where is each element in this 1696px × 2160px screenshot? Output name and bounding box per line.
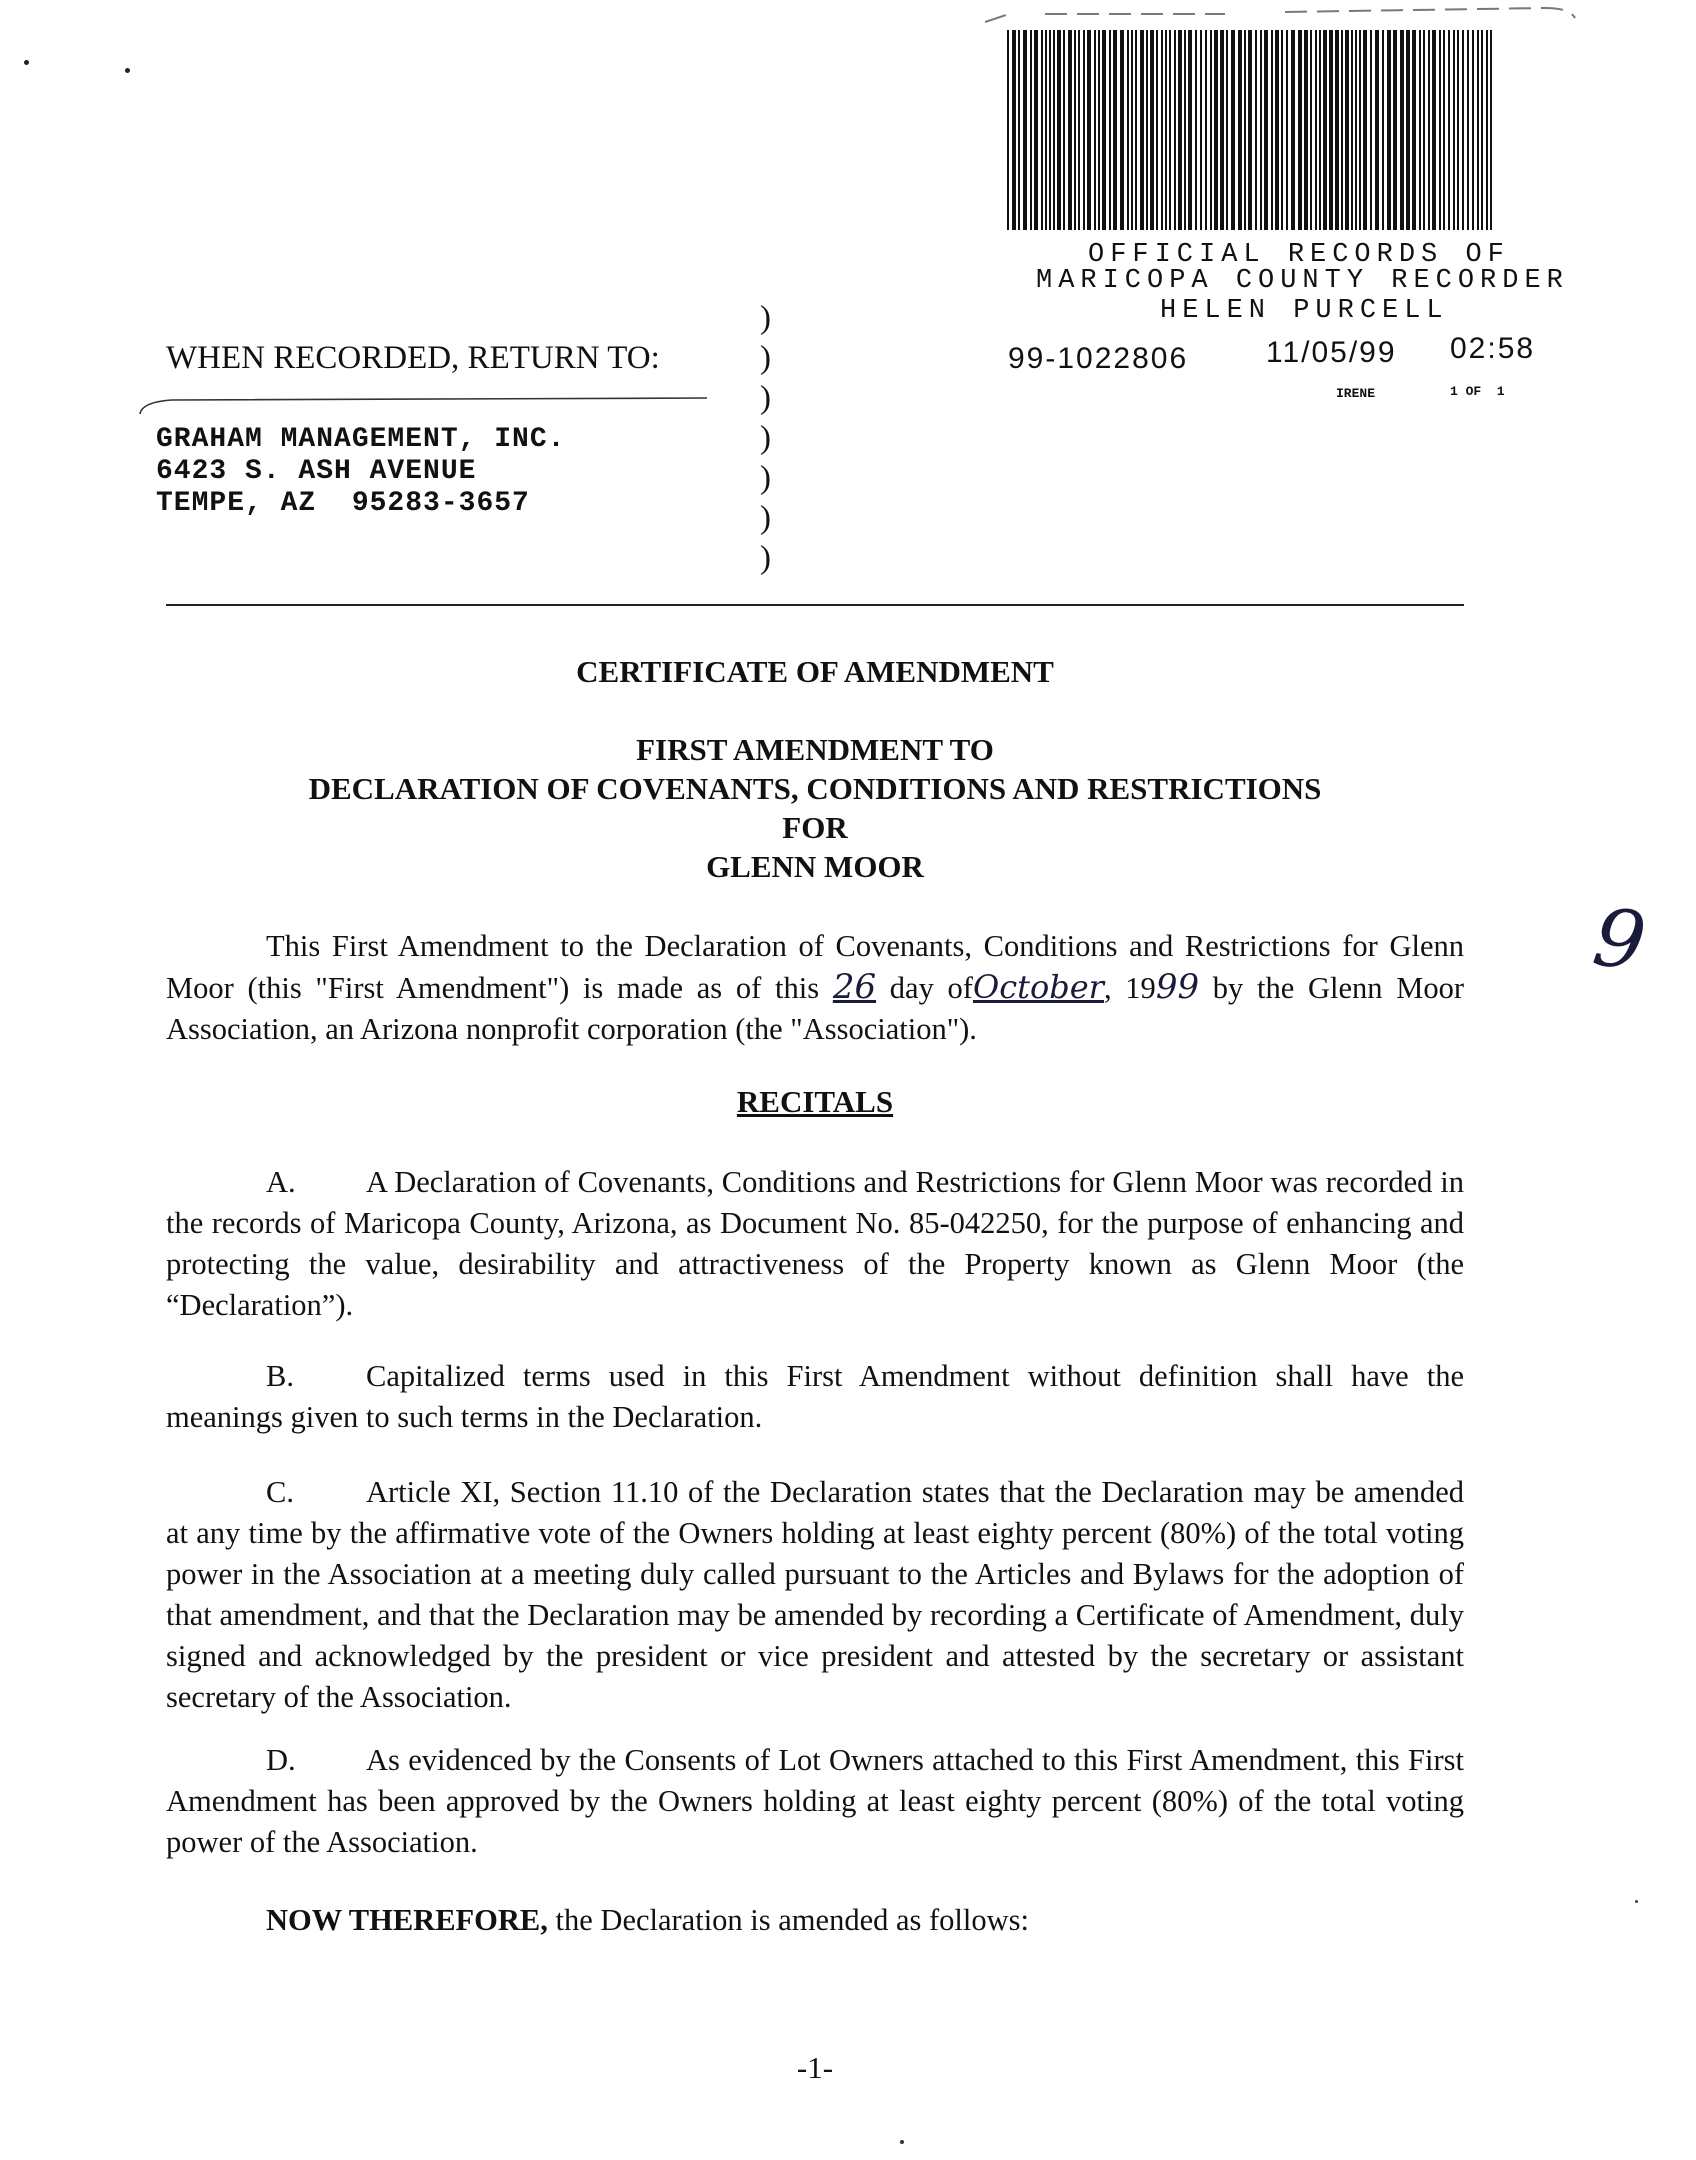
barcode-bar — [1375, 30, 1379, 230]
barcode-bar — [1184, 30, 1186, 230]
paren-7: ) — [760, 540, 771, 576]
barcode-bar — [1481, 30, 1483, 230]
barcode-bar — [1098, 30, 1100, 230]
paren-5: ) — [760, 460, 771, 496]
barcode-bar — [1205, 30, 1207, 230]
barcode-bar — [1094, 30, 1096, 230]
handwritten-year: 99 — [1155, 967, 1200, 1007]
barcode-bar — [1345, 30, 1349, 230]
barcode-bar — [1034, 30, 1038, 230]
barcode-bar — [1443, 30, 1445, 230]
barcode-bar — [1432, 30, 1436, 230]
recitals-heading: RECITALS — [736, 1084, 894, 1119]
barcode-bar — [1439, 30, 1441, 230]
barcode-bar — [1074, 30, 1076, 230]
now-therefore — [166, 1900, 1464, 1941]
barcode-bar — [1291, 30, 1295, 230]
certificate-title: CERTIFICATE OF AMENDMENT — [576, 654, 1054, 689]
paren-2: ) — [760, 340, 771, 376]
scan-speck — [24, 60, 29, 65]
barcode-bar — [1419, 30, 1421, 230]
barcode-bar — [1393, 30, 1397, 230]
barcode — [1005, 30, 1500, 230]
barcode-bar — [1275, 30, 1279, 230]
barcode-bar — [1363, 30, 1367, 230]
barcode-bar — [1244, 30, 1246, 230]
amendment-title-line-1: FIRST AMENDMENT TO — [636, 732, 994, 767]
barcode-bar — [1341, 30, 1343, 230]
barcode-bar — [1169, 30, 1171, 230]
barcode-bar — [1448, 30, 1450, 230]
barcode-bar — [1195, 30, 1197, 230]
handwritten-month: October — [972, 968, 1104, 1006]
barcode-bar — [1041, 30, 1043, 230]
recorder-line-1: OFFICIAL RECORDS OF — [1088, 240, 1510, 270]
barcode-bar — [1462, 30, 1464, 230]
intro-paragraph — [166, 926, 1464, 1050]
paren-3: ) — [760, 380, 771, 416]
barcode-bar — [1200, 30, 1202, 230]
barcode-bar — [1120, 30, 1124, 230]
paren-4: ) — [760, 420, 771, 456]
barcode-bar — [1078, 30, 1080, 230]
corner-scan-line — [985, 0, 1585, 30]
recital-b-text: Capitalized terms used in this First Amendment without definition shall have the meanings given to such terms in the Declaration. — [166, 1359, 1464, 1434]
barcode-bar — [1161, 30, 1163, 230]
intro-text-2: day of — [889, 971, 973, 1005]
barcode-bar — [1457, 30, 1459, 230]
barcode-bar — [1428, 30, 1430, 230]
barcode-bar — [1113, 30, 1117, 230]
barcode-bar — [1131, 30, 1133, 230]
recorder-line-2: MARICOPA COUNTY RECORDER — [1036, 266, 1569, 296]
barcode-bar — [1030, 30, 1032, 230]
barcode-bar — [1165, 30, 1167, 230]
barcode-bar — [1281, 30, 1283, 230]
barcode-bars — [1005, 30, 1500, 230]
recital-c — [166, 1472, 1464, 1718]
barcode-bar — [1156, 30, 1158, 230]
barcode-bar — [1150, 30, 1154, 230]
scan-speck — [1635, 1900, 1638, 1903]
barcode-bar — [1355, 30, 1357, 230]
amendment-title-line-3: FOR — [782, 810, 848, 845]
barcode-bar — [1023, 30, 1027, 230]
handwritten-day: 26 — [832, 967, 877, 1007]
return-to-rule — [132, 394, 712, 418]
barcode-bar — [1486, 30, 1488, 230]
barcode-bar — [1068, 30, 1072, 230]
barcode-bar — [1045, 30, 1047, 230]
barcode-bar — [1140, 30, 1144, 230]
scan-speck — [900, 2140, 904, 2144]
barcode-bar — [1087, 30, 1091, 230]
intro-text-1: This First Amendment to the Declaration of Covenants, Conditions and Restrictions for Glenn Moor (this "First Amendment") is made as of this — [166, 929, 1464, 1005]
barcode-bar — [1351, 30, 1353, 230]
return-address-line-1: GRAHAM MANAGEMENT, INC. — [156, 424, 566, 455]
recital-d — [166, 1740, 1464, 1863]
barcode-bar — [1127, 30, 1129, 230]
return-to-label: WHEN RECORDED, RETURN TO: — [166, 340, 660, 376]
barcode-bar — [1007, 30, 1009, 230]
recital-d-letter: D. — [266, 1743, 296, 1777]
barcode-bar — [1423, 30, 1425, 230]
intro-text-4: by the Glenn Moor Association, an Arizona nonprofit corporation (the "Association"). — [166, 971, 1465, 1046]
return-address-line-3: TEMPE, AZ 95283-3657 — [156, 488, 530, 519]
barcode-bar — [1248, 30, 1252, 230]
barcode-bar — [1264, 30, 1268, 230]
barcode-bar — [1304, 30, 1308, 230]
barcode-bar — [1359, 30, 1361, 230]
barcode-bar — [1370, 30, 1372, 230]
barcode-bar — [1135, 30, 1137, 230]
barcode-bar — [1174, 30, 1176, 230]
barcode-bar — [1018, 30, 1020, 230]
recital-b-letter: B. — [266, 1359, 294, 1393]
document-number: 99-1022806 — [1008, 342, 1189, 375]
barcode-bar — [1063, 30, 1065, 230]
barcode-bar — [1323, 30, 1327, 230]
barcode-bar — [1271, 30, 1273, 230]
barcode-bar — [1049, 30, 1051, 230]
barcode-bar — [1255, 30, 1257, 230]
barcode-bar — [1406, 30, 1410, 230]
barcode-bar — [1083, 30, 1085, 230]
barcode-bar — [1226, 30, 1228, 230]
barcode-bar — [1231, 30, 1235, 230]
recital-a — [166, 1162, 1464, 1326]
barcode-bar — [1319, 30, 1321, 230]
barcode-bar — [1012, 30, 1016, 230]
recital-b — [166, 1356, 1464, 1438]
recital-d-text: As evidenced by the Consents of Lot Owners attached to this First Amendment, this First Amendment has been approved by the Owners holding at least eighty percent (80%) of the total voting power of the Association. — [166, 1743, 1464, 1859]
barcode-bar — [1210, 30, 1212, 230]
header-divider — [166, 604, 1464, 606]
barcode-bar — [1102, 30, 1106, 230]
barcode-bar — [1412, 30, 1416, 230]
return-address-line-2: 6423 S. ASH AVENUE — [156, 456, 477, 487]
recital-c-text: Article XI, Section 11.10 of the Declaration states that the Declaration may be amended at any time by the affirmative vote of the Owners holding at least eighty percent (80%) of the total voting power in the Association at a meeting duly called pursuant to the Articles and Bylaws for the adoption of that amendment, and that the Declaration may be amended by recording a Certificate of Amendment, duly signed and acknowledged by the president or vice president and attested by the secretary or assistant secretary of the Association. — [166, 1475, 1464, 1714]
barcode-bar — [1109, 30, 1111, 230]
barcode-bar — [1329, 30, 1333, 230]
barcode-bar — [1057, 30, 1061, 230]
barcode-bar — [1490, 30, 1492, 230]
barcode-bar — [1178, 30, 1182, 230]
barcode-bar — [1387, 30, 1391, 230]
barcode-bar — [1467, 30, 1469, 230]
record-date: 11/05/99 — [1266, 336, 1397, 369]
barcode-bar — [1335, 30, 1339, 230]
recital-a-letter: A. — [266, 1165, 296, 1199]
barcode-bar — [1053, 30, 1055, 230]
recital-c-letter: C. — [266, 1475, 294, 1509]
barcode-bar — [1472, 30, 1474, 230]
recorder-line-3: HELEN PURCELL — [1160, 296, 1449, 326]
scan-speck — [125, 68, 130, 73]
record-time: 02:58 — [1450, 332, 1536, 365]
barcode-bar — [1286, 30, 1288, 230]
now-therefore-text: the Declaration is amended as follows: — [547, 1903, 1029, 1937]
page-of-count: 1 OF 1 — [1450, 384, 1505, 399]
paren-6: ) — [760, 500, 771, 536]
barcode-bar — [1310, 30, 1312, 230]
barcode-bar — [1477, 30, 1479, 230]
paren-1: ) — [760, 300, 771, 336]
barcode-bar — [1453, 30, 1455, 230]
barcode-bar — [1400, 30, 1404, 230]
amendment-title-line-2: DECLARATION OF COVENANTS, CONDITIONS AND RESTRICTIONS — [308, 771, 1322, 806]
barcode-bar — [1382, 30, 1384, 230]
barcode-bar — [1188, 30, 1192, 230]
barcode-bar — [1298, 30, 1302, 230]
handwritten-margin-mark: 9 — [1587, 889, 1652, 990]
barcode-bar — [1260, 30, 1262, 230]
barcode-bar — [1214, 30, 1218, 230]
now-therefore-bold: NOW THEREFORE, — [266, 1903, 548, 1937]
page-number: -1- — [796, 2050, 834, 2085]
barcode-bar — [1146, 30, 1148, 230]
amendment-title-line-4: GLENN MOOR — [706, 849, 924, 884]
recital-a-text: A Declaration of Covenants, Conditions and Restrictions for Glenn Moor was recorded in the records of Maricopa County, Arizona, as Document No. 85-042250, for the purpose of enhancing and protecting the value, desirability and attractiveness of the Property known as Glenn Moor (the “Declaration”). — [166, 1165, 1464, 1322]
barcode-bar — [1315, 30, 1317, 230]
intro-text-3: , 19 — [1103, 971, 1156, 1005]
clerk-initials: IRENE — [1336, 386, 1376, 401]
barcode-bar — [1238, 30, 1242, 230]
barcode-bar — [1220, 30, 1224, 230]
